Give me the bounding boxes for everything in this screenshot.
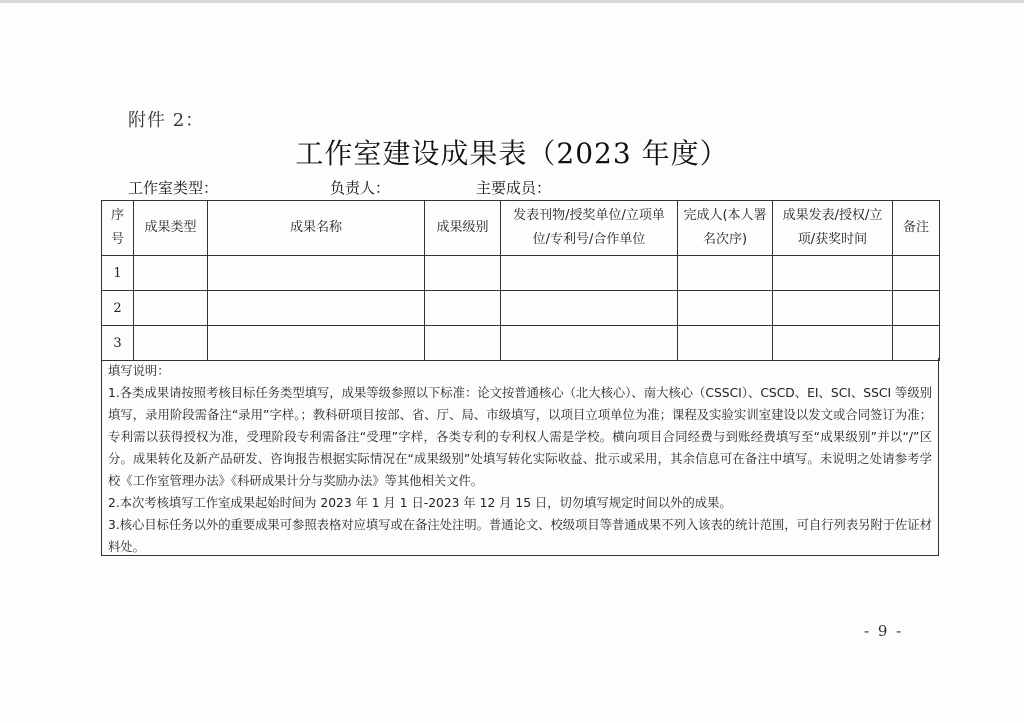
cell-name[interactable] (208, 326, 425, 361)
header-publisher: 发表刊物/授奖单位/立项单位/专利号/合作单位 (501, 201, 678, 256)
instruction-item: 1.各类成果请按照考核目标任务类型填写，成果等级参照以下标准：论文按普通核心（北大核心）、南大核心（CSSCI）、CSCD、EI、SCI、SSCI 等级别填写，录用阶段需备注“录用”字样。；教科研项目按部、省、厅、局、市级填写，以项目立项单位为准；课程及实验实训室建设以发文或合同签订为准；专利需以获得授权为准，受理阶段专利需备注“受理”字样，各类专利的专利权人需是学校。横向项目合同经费与到账经费填写至“成果级别”并以“/”区分。成果转化及新产品研发、咨询报告根据实际情况在“成果级别”处填写转化实际收益、批示或采用，其余信息可在备注中填写。未说明之处请参考学校《工作室管理办法》《科研成果计分与奖励办法》等其他相关文件。 (108, 386, 932, 488)
cell-remark[interactable] (893, 256, 940, 291)
page-number: - 9 - (864, 622, 904, 640)
table-row (102, 291, 940, 326)
cell-name[interactable] (208, 291, 425, 326)
table-header-row (102, 201, 940, 256)
cell-remark[interactable] (893, 291, 940, 326)
cell-type[interactable] (134, 291, 208, 326)
cell-author[interactable] (678, 326, 773, 361)
cell-publisher[interactable] (501, 326, 678, 361)
instruction-item: 2.本次考核填写工作室成果起始时间为 2023 年 1 月 1 日-2023 年 12 月 15 日，切勿填写规定时间以外的成果。 (108, 496, 732, 510)
row-index: 1 (102, 256, 134, 291)
cell-date[interactable] (773, 326, 893, 361)
attachment-label: 附件 2： (128, 110, 205, 131)
page-title: 工作室建设成果表（2023 年度） (295, 137, 729, 170)
cell-publisher[interactable] (501, 291, 678, 326)
cell-publisher[interactable] (501, 256, 678, 291)
cell-level[interactable] (425, 256, 501, 291)
header-remark: 备注 (893, 201, 940, 256)
cell-date[interactable] (773, 256, 893, 291)
instructions-heading: 填写说明： (108, 364, 170, 378)
header-index: 序号 (102, 201, 134, 256)
header-author: 完成人(本人署名次序) (678, 201, 773, 256)
cell-name[interactable] (208, 256, 425, 291)
members-label: 主要成员： (476, 179, 552, 197)
table-row (102, 326, 940, 361)
cell-level[interactable] (425, 326, 501, 361)
row-index: 2 (102, 291, 134, 326)
cell-author[interactable] (678, 256, 773, 291)
leader-label: 负责人： (330, 179, 391, 197)
header-type: 成果类型 (134, 201, 208, 256)
cell-type[interactable] (134, 326, 208, 361)
cell-remark[interactable] (893, 326, 940, 361)
row-index: 3 (102, 326, 134, 361)
cell-author[interactable] (678, 291, 773, 326)
header-level: 成果级别 (425, 201, 501, 256)
cell-type[interactable] (134, 256, 208, 291)
cell-level[interactable] (425, 291, 501, 326)
instruction-item: 3.核心目标任务以外的重要成果可参照表格对应填写或在备注处注明。普通论文、校级项目等普通成果不列入该表的统计范围，可自行列表另附于佐证材料处。 (108, 518, 932, 554)
filling-instructions (101, 358, 939, 556)
header-name: 成果名称 (208, 201, 425, 256)
table-row (102, 256, 940, 291)
page-top-edge (0, 0, 1024, 3)
results-table (101, 200, 940, 361)
cell-date[interactable] (773, 291, 893, 326)
header-date: 成果发表/授权/立项/获奖时间 (773, 201, 893, 256)
studio-type-label: 工作室类型： (128, 179, 219, 197)
